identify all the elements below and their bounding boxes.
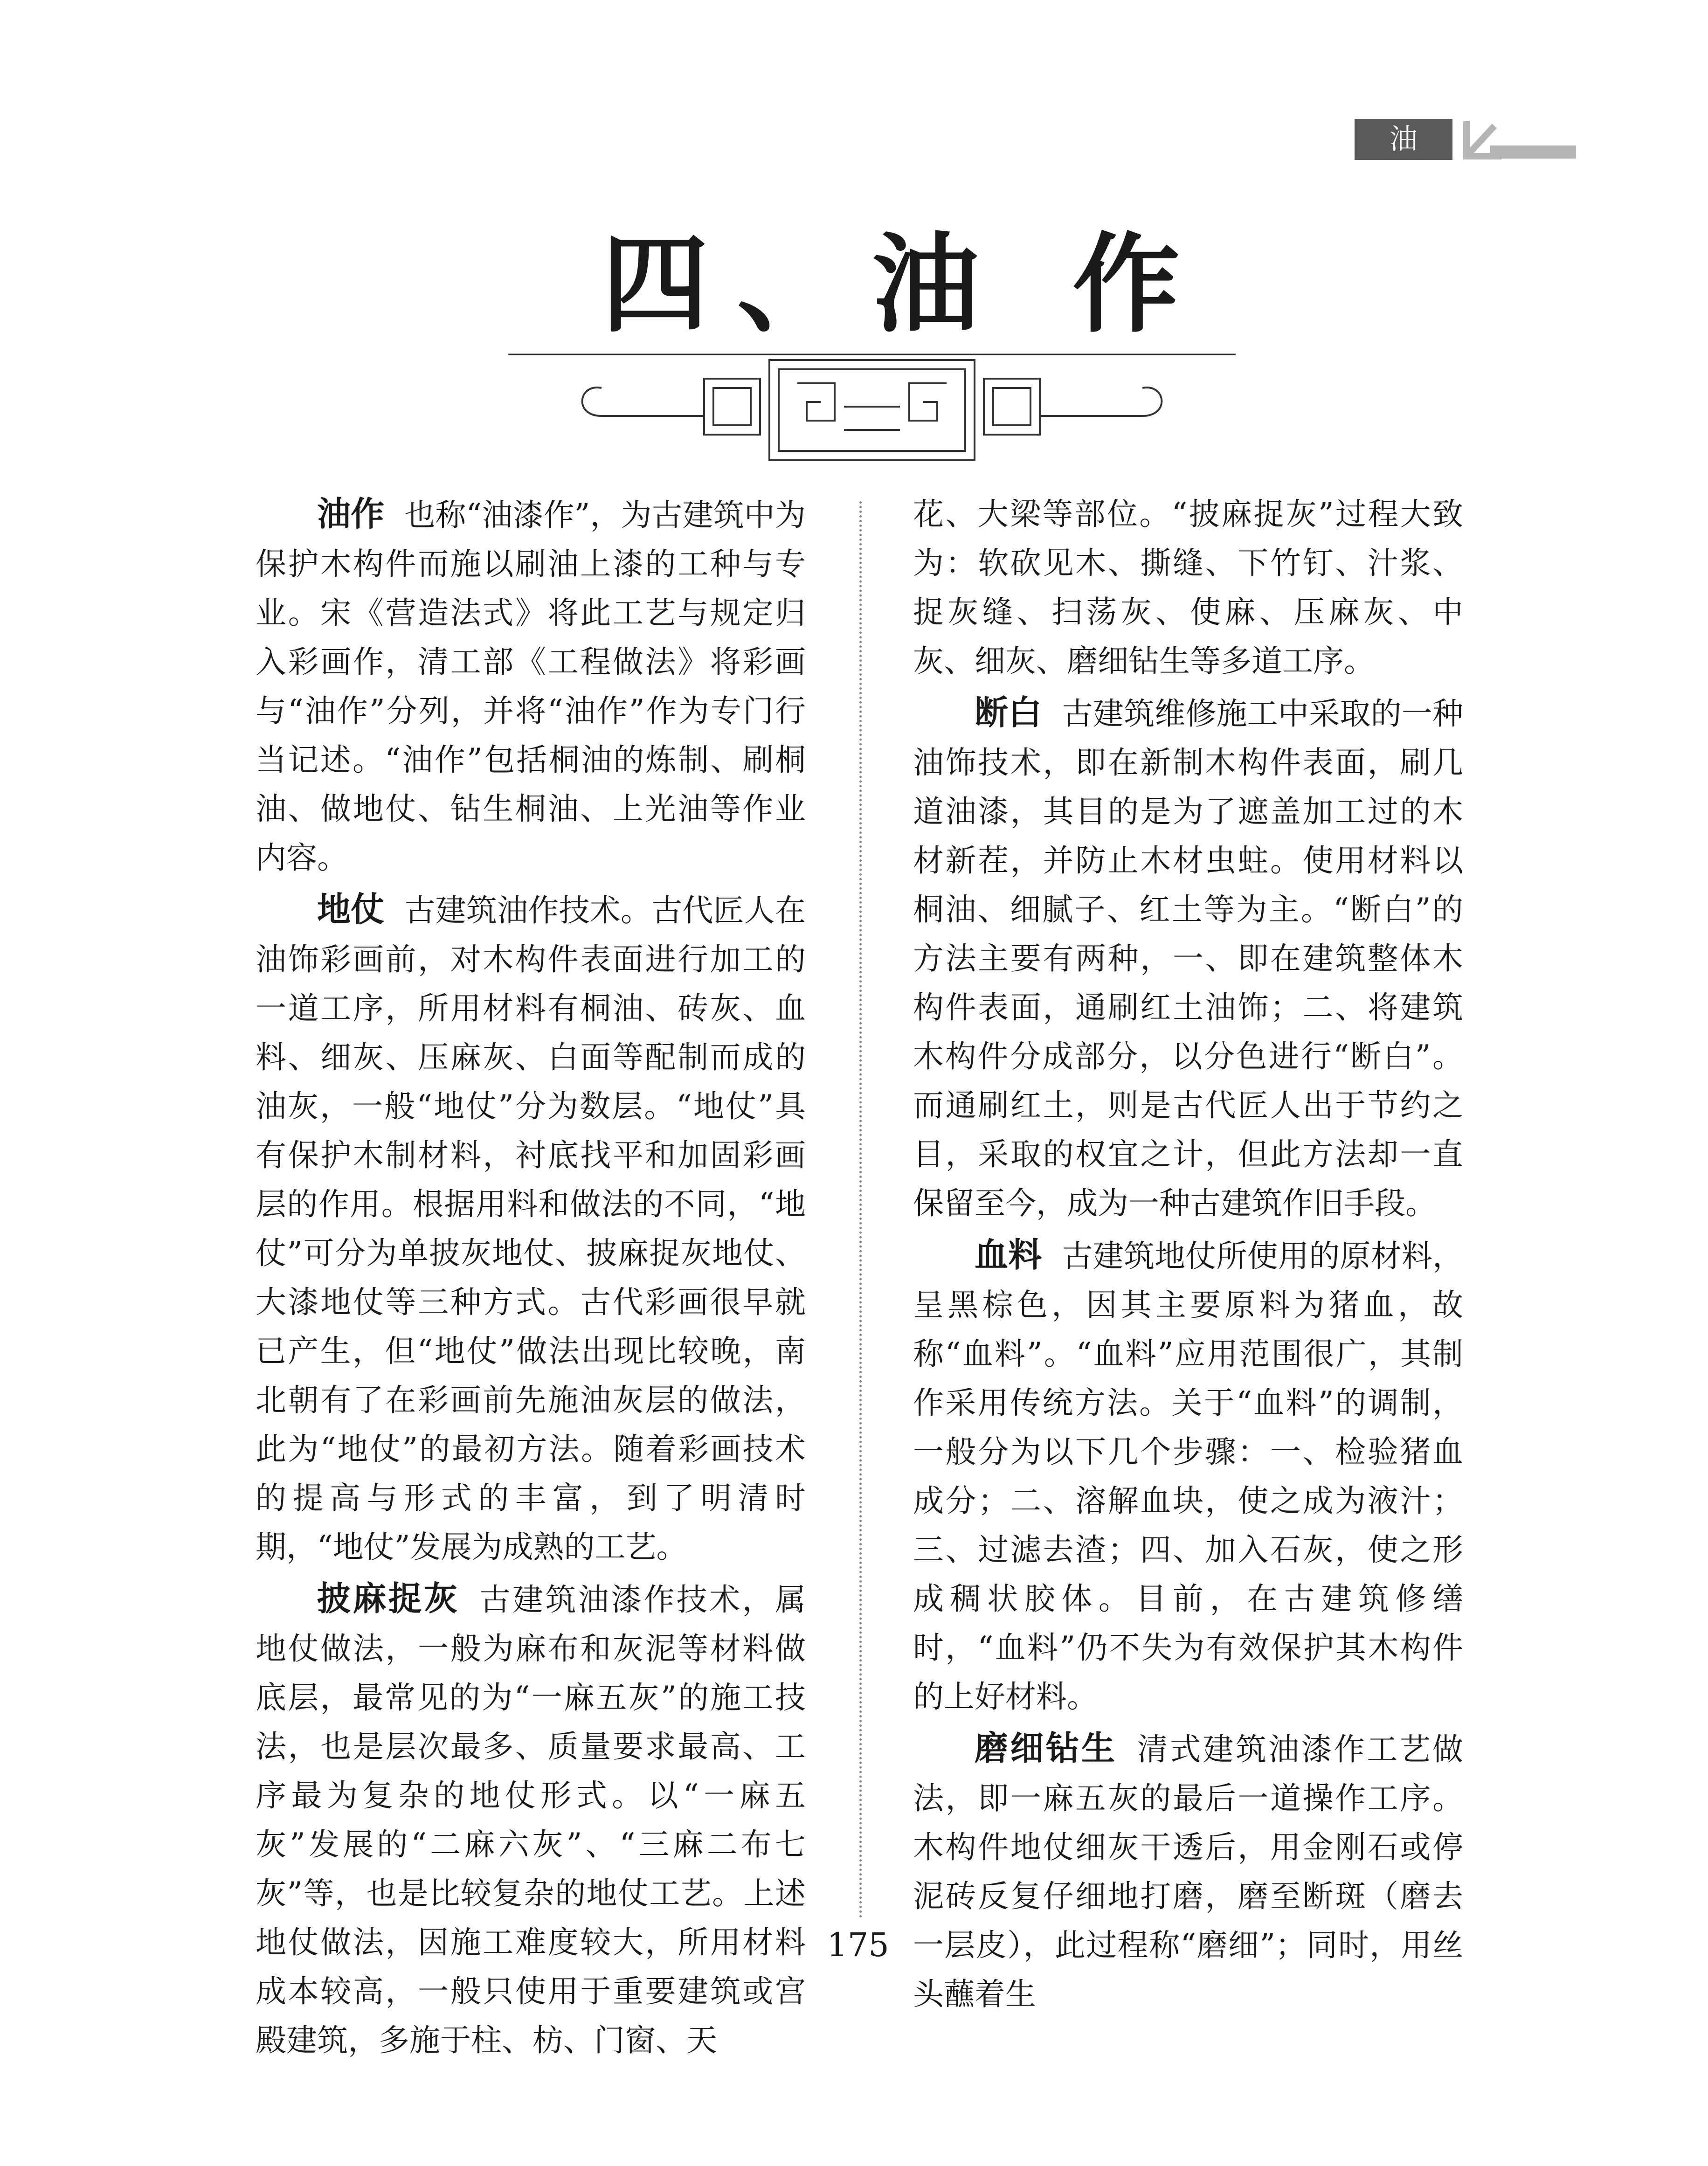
entry-moxizuansheng [913,1724,1463,2019]
column-divider [859,501,862,1919]
entry-text: 也称“油漆作”，为古建筑中为保护木构件而施以刷油上漆的工种与专业。宋《营造法式》将此工艺与规定归入彩画作，清工部《工程做法》将彩画与“油作”分列，并将“油作”作为专门行当记述。“油作”包括桐油的炼制、刷桐油、做地仗、钻生桐油、上光油等作业内容。 [256,497,806,876]
right-column [913,490,1463,2021]
entry-text: 古建筑维修施工中采取的一种油饰技术，即在新制木构件表面，刷几道油漆，其目的是为了遮盖加工过的木材新茬，并防止木材虫蛀。使用材料以桐油、细腻子、红土等为主。“断白”的方法主要有两种，一、即在建筑整体木构件表面，通刷红土油饰；二、将建筑木构件分成部分，以分色进行“断白”。而通刷红土，则是古代匠人出于节约之目，采取的权宜之计，但此方法却一直保留至今，成为一种古建筑作旧手段。 [913,696,1463,1221]
entry-term: 油作 [317,494,385,533]
entry-xueliao [913,1231,1463,1721]
entry-duanbai [913,688,1463,1228]
tab-arrow-icon [1457,117,1578,161]
entry-text: 清式建筑油漆作工艺做法，即一麻五灰的最后一道操作工序。木构件地仗细灰干透后，用金刚石或停泥砖反复仔细地打磨，磨至断斑（磨去一层皮），此过程称“磨细”；同时，用丝头蘸着生 [913,1731,1463,2012]
entry-pimazhuohui [256,1574,806,2065]
page-number: 175 [827,1926,889,1964]
entry-term: 断白 [975,693,1042,732]
section-tab: 油作 [1355,119,1452,160]
entry-term: 血料 [975,1235,1042,1274]
entry-youzuo [256,490,806,882]
entry-text: 古建筑地仗所使用的原材料，呈黑棕色，因其主要原料为猪血，故称“血料”。“血料”应用范围很广，其制作采用传统方法。关于“血料”的调制，一般分为以下几个步骤：一、检验猪血成分；二、溶解血块，使之成为液汁；三、过滤去渣；四、加入石灰，使之形成稠状胶体。目前，在古建筑修缮时，“血料”仍不失为有效保护其木构件的上好材料。 [913,1238,1463,1715]
ornament-divider [508,351,1236,467]
entry-text: 古建筑油漆作技术，属地仗做法，一般为麻布和灰泥等材料做底层，最常见的为“一麻五灰”的施工技法，也是层次最多、质量要求最高、工序最为复杂的地仗形式。以“一麻五灰”发展的“二麻六灰”、“三麻二布七灰”等，也是比较复杂的地仗工艺。上述地仗做法，因施工难度较大，所用材料成本较高，一般只使用于重要建筑或宫殿建筑，多施于柱、枋、门窗、天 [256,1582,806,2058]
page-title: 四、油 作 [602,221,1208,347]
left-column [256,490,806,2068]
entry-text: 古建筑油作技术。古代匠人在油饰彩画前，对木构件表面进行加工的一道工序，所用材料有桐油、砖灰、血料、细灰、压麻灰、白面等配制而成的油灰，一般“地仗”分为数层。“地仗”具有保护木制材料，衬底找平和加固彩画层的作用。根据用料和做法的不同，“地仗”可分为单披灰地仗、披麻捉灰地仗、大漆地仗等三种方式。古代彩画很早就已产生，但“地仗”做法出现比较晚，南北朝有了在彩画前先施油灰层的做法，此为“地仗”的最初方法。随着彩画技术的提高与形式的丰富，到了明清时期，“地仗”发展为成熟的工艺。 [256,893,806,1565]
entry-dizhang [256,885,806,1571]
entry-term: 磨细钻生 [975,1729,1117,1768]
entry-term: 地仗 [317,890,385,929]
entry-continuation: 花、大梁等部位。“披麻捉灰”过程大致为：软砍见木、撕缝、下竹钉、汁浆、捉灰缝、扫荡灰、使麻、压麻灰、中灰、细灰、磨细钻生等多道工序。 [913,496,1463,679]
entry-term: 披麻捉灰 [317,1579,460,1618]
